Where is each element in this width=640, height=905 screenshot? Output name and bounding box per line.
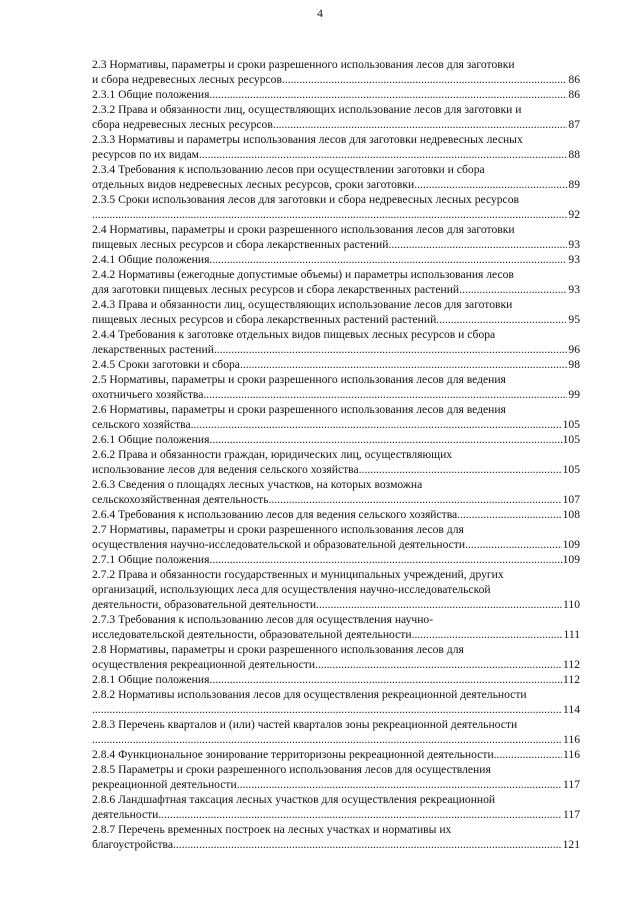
toc-page-number: 89 (568, 178, 580, 191)
toc-entry-text: 2.8.3 Перечень кварталов и (или) частей кварталов зоны рекреационной деятельности (92, 718, 518, 731)
toc-leader-dots (176, 837, 562, 852)
toc-entry-text: 2.8 Нормативы, параметры и сроки разрешенного использования лесов для (92, 643, 464, 656)
toc-entry[interactable] (92, 267, 580, 297)
toc-leader-dots (268, 492, 561, 507)
toc-page-number: 87 (568, 118, 580, 131)
toc-entry[interactable] (92, 747, 580, 762)
toc-leader-dots (209, 672, 562, 687)
toc-entry-text: 2.4.1 Общие положения (92, 253, 210, 266)
toc-entry-text: 2.6.1 Общие положения (92, 433, 210, 446)
toc-entry-text: сбора недревесных лесных ресурсов (92, 118, 273, 131)
toc-entry-text: 2.4.3 Права и обязанности лиц, осуществляющих использование лесов для заготовки (92, 298, 513, 311)
toc-entry-text: 2.3.1 Общие положения (92, 88, 210, 101)
toc-entry-text: 2.6.3 Сведения о площадях лесных участков, на которых возможна (92, 478, 423, 491)
toc-entry[interactable] (92, 432, 580, 447)
toc-entry-text: сельского хозяйства (92, 418, 191, 431)
toc-page-number: 86 (568, 73, 580, 86)
toc-entry-text: пищевых лесных ресурсов и сбора лекарственных растений (92, 238, 389, 251)
toc-leader-dots (240, 357, 567, 372)
toc-leader-dots (494, 747, 562, 762)
toc-entry[interactable] (92, 522, 580, 552)
toc-entry-text: 2.3.3 Нормативы и параметры использования лесов для заготовки недревесных лесных (92, 133, 523, 146)
toc-page-number: 116 (563, 748, 580, 761)
toc-entry-text: 2.4 Нормативы, параметры и сроки разрешенного использования лесов для заготовки (92, 223, 515, 236)
toc-entry-text: 2.3.2 Права и обязанности лиц, осуществляющих использование лесов для заготовки и (92, 103, 522, 116)
toc-leader-dots (316, 597, 562, 612)
toc-page-number: 111 (563, 628, 580, 641)
toc-entry[interactable] (92, 252, 580, 267)
toc-page-number: 99 (568, 388, 580, 401)
toc-entry-text: лекарственных растений (92, 343, 214, 356)
toc-entry-text: ресурсов по их видам (92, 148, 199, 161)
toc-leader-dots (315, 657, 562, 672)
toc-page-number: 121 (562, 838, 580, 851)
page-number: 4 (317, 7, 323, 20)
toc-page-number: 109 (562, 553, 580, 566)
toc-entry-text: 2.8.4 Функциональное зонирование территоризоны рекреационной деятельности (92, 748, 494, 761)
toc-entry[interactable] (92, 102, 580, 132)
toc-page-number: 92 (568, 208, 580, 221)
toc-leader-dots (388, 237, 567, 252)
toc-entry[interactable] (92, 357, 580, 372)
toc-page-number: 114 (563, 703, 580, 716)
toc-page-number: 93 (568, 253, 580, 266)
toc-entry-text: благоустройства. (92, 838, 176, 851)
toc-page-number: 117 (563, 778, 580, 791)
toc-leader-dots (414, 177, 567, 192)
toc-entry[interactable] (92, 642, 580, 672)
toc-entry-text: деятельности (92, 808, 159, 821)
toc-entry[interactable] (92, 297, 580, 327)
toc-entry[interactable] (92, 672, 580, 687)
toc-entry[interactable] (92, 717, 580, 747)
toc-entry-text: сельскохозяйственная деятельность (92, 493, 269, 506)
toc-leader-dots (203, 387, 567, 402)
toc-entry-text: 2.7 Нормативы, параметры и сроки разрешенного использования лесов для (92, 523, 464, 536)
toc-page-number: 88 (568, 148, 580, 161)
toc-entry[interactable] (92, 372, 580, 402)
toc-leader-dots (209, 432, 561, 447)
toc-entry-text: 2.6.2 Права и обязанности граждан, юридических лиц, осуществляющих (92, 448, 453, 461)
toc-entry-text: организаций, использующих леса для осуществления научно-исследовательской (92, 583, 491, 596)
toc-leader-dots (209, 252, 567, 267)
toc-leader-dots (191, 417, 562, 432)
toc-entry[interactable] (92, 762, 580, 792)
toc-page-number: 112 (563, 658, 580, 671)
toc-leader-dots (237, 777, 562, 792)
toc-entry[interactable] (92, 567, 580, 612)
toc-leader-dots (273, 117, 568, 132)
toc-entry[interactable] (92, 132, 580, 162)
toc-page-number: 105 (562, 433, 580, 446)
toc-entry-text: 2.3.5 Сроки использования лесов для заготовки и сбора недревесных лесных ресурсов (92, 193, 519, 206)
toc-leader-dots (465, 537, 562, 552)
toc-page-number: 93 (568, 238, 580, 251)
toc-entry[interactable] (92, 612, 580, 642)
toc-entry[interactable] (92, 822, 580, 852)
toc-entry-text: 2.8.7 Перечень временных построек на лесных участках и нормативы их (92, 823, 452, 836)
toc-leader-dots (199, 147, 567, 162)
toc-entry-text: 2.3.4 Требования к использованию лесов при осуществлении заготовки и сбора (92, 163, 485, 176)
table-of-contents (92, 57, 580, 852)
toc-entry-text: отдельных видов недревесных лесных ресурсов, сроки заготовки (92, 178, 415, 191)
toc-leader-dots (92, 207, 567, 222)
toc-page-number: 107 (562, 493, 580, 506)
toc-page-number: 105 (562, 463, 580, 476)
toc-page-number: 105 (562, 418, 580, 431)
toc-leader-dots (436, 312, 567, 327)
toc-page-number: 108 (562, 508, 580, 521)
toc-leader-dots (92, 732, 562, 747)
toc-entry-text: использование лесов для ведения сельского хозяйства (92, 463, 359, 476)
toc-entry[interactable] (92, 222, 580, 252)
toc-entry-text: деятельности, образовательной деятельности (92, 598, 317, 611)
toc-leader-dots (412, 627, 563, 642)
toc-entry-text: 2.4.2 Нормативы (ежегодные допустимые объемы) и параметры использования лесов (92, 268, 514, 281)
toc-entry-text: 2.8.2 Нормативы использования лесов для осуществления рекреационной деятельности (92, 688, 527, 701)
toc-leader-dots (282, 72, 567, 87)
toc-entry-text: исследовательской деятельности, образовательной деятельности (92, 628, 412, 641)
toc-leader-dots (209, 552, 561, 567)
toc-entry-text: 2.8.1 Общие положения (92, 673, 210, 686)
toc-entry[interactable] (92, 87, 580, 102)
toc-leader-dots (214, 342, 568, 357)
toc-entry[interactable] (92, 327, 580, 357)
toc-leader-dots (209, 87, 567, 102)
toc-entry[interactable] (92, 507, 580, 522)
toc-entry[interactable] (92, 792, 580, 822)
toc-entry[interactable] (92, 477, 580, 507)
toc-entry-text: 2.8.5 Параметры и сроки разрешенного использования лесов для осуществления (92, 763, 491, 776)
toc-page-number: 116 (563, 733, 580, 746)
toc-entry-text: осуществления научно-исследовательской и образовательной деятельности (92, 538, 466, 551)
toc-page-number: 96 (568, 343, 580, 356)
toc-entry[interactable] (92, 192, 580, 222)
toc-leader-dots (457, 507, 561, 522)
toc-page-number: 117 (563, 808, 580, 821)
toc-page-number: 112 (563, 673, 580, 686)
toc-entry-text: осуществления рекреационной деятельности (92, 658, 316, 671)
toc-leader-dots (92, 702, 562, 717)
toc-entry-text: пищевых лесных ресурсов и сбора лекарственных растений растений (92, 313, 437, 326)
toc-entry-text: для заготовки пищевых лесных ресурсов и сбора лекарственных растений (92, 283, 460, 296)
toc-page-number: 86 (568, 88, 580, 101)
toc-entry-text: 2.5 Нормативы, параметры и сроки разрешенного использования лесов для ведения (92, 373, 506, 386)
toc-entry-text: 2.8.6 Ландшафтная таксация лесных участков для осуществления рекреационной (92, 793, 496, 806)
toc-page-number: 110 (563, 598, 580, 611)
toc-entry[interactable] (92, 162, 580, 192)
toc-entry[interactable] (92, 402, 580, 432)
toc-page-number: 109 (562, 538, 580, 551)
toc-leader-dots (359, 462, 562, 477)
toc-page-number: 98 (568, 358, 580, 371)
toc-entry-text: рекреационной деятельности (92, 778, 237, 791)
toc-leader-dots (158, 807, 562, 822)
toc-entry-text: 2.4.5 Сроки заготовки и сбора (92, 358, 240, 371)
toc-page-number: 95 (568, 313, 580, 326)
toc-entry[interactable] (92, 447, 580, 477)
toc-entry-text: охотничьего хозяйства (92, 388, 204, 401)
toc-leader-dots (459, 282, 567, 297)
toc-entry-text: 2.7.1 Общие положения (92, 553, 210, 566)
toc-entry[interactable] (92, 552, 580, 567)
toc-entry-text: 2.6 Нормативы, параметры и сроки разрешенного использования лесов для ведения (92, 403, 506, 416)
toc-entry-text: 2.4.4 Требования к заготовке отдельных видов пищевых лесных ресурсов и сбора (92, 328, 496, 341)
toc-entry[interactable] (92, 57, 580, 87)
toc-entry-text: 2.7.3 Требования к использованию лесов для осуществления научно- (92, 613, 434, 626)
toc-entry-text: 2.6.4 Требования к использованию лесов для ведения сельского хозяйства (92, 508, 458, 521)
toc-entry-text: и сбора недревесных лесных ресурсов (92, 73, 282, 86)
toc-entry[interactable] (92, 687, 580, 717)
toc-entry-text: 2.7.2 Права и обязанности государственных и муниципальных учреждений, других (92, 568, 504, 581)
toc-entry-text: 2.3 Нормативы, параметры и сроки разрешенного использования лесов для заготовки (92, 58, 515, 71)
toc-page-number: 93 (568, 283, 580, 296)
